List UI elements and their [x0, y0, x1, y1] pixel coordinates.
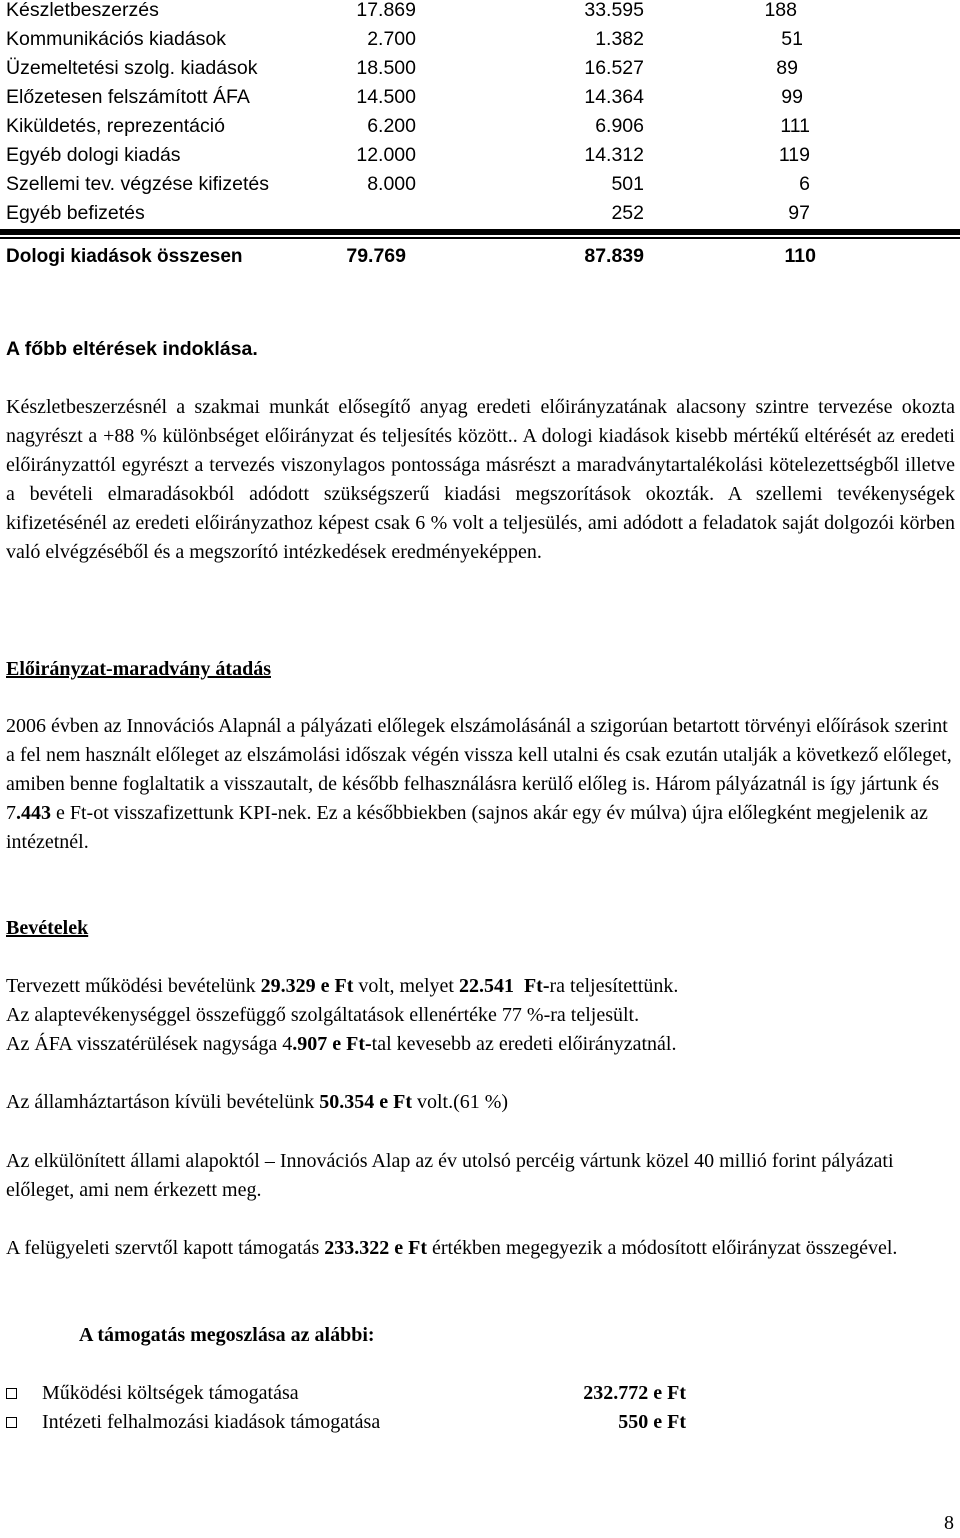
row-value-1: 14.500: [356, 86, 416, 108]
row-value-3: 6: [799, 173, 810, 195]
row-label: Szellemi tev. végzése kifizetés: [6, 173, 269, 195]
row-value-3: 111: [780, 115, 810, 137]
row-value-2: 14.364: [584, 86, 644, 108]
row-value-3: 119: [778, 144, 810, 166]
carryover-text-b: e Ft-ot visszafizettunk KPI-nek. Ez a későbbiekben (sajnos akár egy év múlva) újra előlegként megjelenik az intézetnél.: [6, 802, 928, 853]
carryover-amount: .443: [16, 802, 51, 824]
support-breakdown-heading: A támogatás megoszlása az alábbi:: [79, 1324, 375, 1346]
table-divider-thin: [0, 237, 960, 239]
row-value-3: 97: [788, 202, 810, 224]
row-value-2: 1.382: [595, 28, 644, 50]
row-value-1: 18.500: [356, 57, 416, 79]
revenue-line-planned: Tervezett működési bevételünk 29.329 e Ft volt, melyet 22.541 Ft-ra teljesítettünk.: [6, 975, 679, 997]
row-value-2: 33.595: [584, 0, 644, 21]
row-value-1: 6.200: [367, 115, 416, 137]
list-item: [6, 1379, 686, 1408]
row-value-2: 6.906: [595, 115, 644, 137]
carryover-paragraph: [6, 712, 955, 857]
revenue-paragraph-funds: Az elkülönített állami alapoktól – Innovációs Alap az év utolsó percéig vártunk közel 40 millió forint pályázati előleget, ami nem érkezett meg.: [6, 1150, 894, 1201]
row-value-3: 89: [776, 57, 798, 79]
page-number: 8: [944, 1512, 954, 1534]
bullet-label: Intézeti felhalmozási kiadások támogatása: [42, 1411, 381, 1433]
revenue-line-services: Az alaptevékenységgel összefüggő szolgáltatások ellenértéke 77 %-ra teljesült.: [6, 1004, 640, 1026]
row-value-3: 99: [781, 86, 803, 108]
revenue-line-vat: Az ÁFA visszatérülések nagysága 4.907 e Ft-tal kevesebb az eredeti előirányzatnál.: [6, 1033, 677, 1055]
row-value-2: 14.312: [584, 144, 644, 166]
row-label: Egyéb dologi kiadás: [6, 144, 181, 166]
row-label: Egyéb befizetés: [6, 202, 145, 224]
total-value-1: 79.769: [346, 245, 406, 267]
differences-paragraph: Készletbeszerzésnél a szakmai munkát elősegítő anyag eredeti előirányzatának alacsony szintre tervezése okozta nagyrészt a +88 % különbséget előirányzat és teljesítés között.. A dologi kiadások kisebb mértékű eltérését az eredeti előirányzattól egyrészt a tervezés viszonylagos pontossága másrészt a maradványtartalékolási kötelezettségből illetve a bevételi elmaradásokból adódott szükségszerű kiadási megszorítások okozták. A szellemi tevékenységek kifizetésénél az eredeti előirányzathoz képest csak 6 % volt a teljesülés, ami adódott a feladatok saját dolgozói körben való elvégzéséből és a megszorító intézkedések eredményeképpen.: [6, 396, 955, 563]
carryover-text-a: 2006 évben az Innovációs Alapnál a pályázati előlegek elszámolásánál a szigorúan betartott törvényi előírások szerint a fel nem használt előleget az elszámolási időszak végén vissza kell utalni és csak ezután utalják a következő előleget, amiben benne foglaltatik a visszautalt, de később felhasználásra kerülő előleg is. Három pályázatnál is így jártunk és 7: [6, 715, 952, 824]
table-divider-thick: [0, 229, 960, 235]
bullet-amount: 550 e Ft: [618, 1411, 686, 1433]
row-value-3: 188: [764, 0, 797, 21]
row-value-2: 252: [611, 202, 644, 224]
row-value-1: 8.000: [367, 173, 416, 195]
row-label: Kiküldetés, reprezentáció: [6, 115, 225, 137]
total-label: Dologi kiadások összesen: [6, 246, 243, 267]
checkbox-bullet-icon: [6, 1388, 17, 1399]
section-heading-carryover: Előirányzat-maradvány átadás: [6, 658, 271, 680]
checkbox-bullet-icon: [6, 1417, 17, 1428]
revenue-paragraph-support: A felügyeleti szervtől kapott támogatás 233.322 e Ft értékben megegyezik a módosított előirányzat összegével.: [6, 1237, 898, 1259]
row-label: Kommunikációs kiadások: [6, 28, 227, 50]
row-value-1: 2.700: [367, 28, 416, 50]
row-value-3: 51: [781, 28, 803, 50]
list-item: [6, 1408, 686, 1437]
bullet-amount: 232.772 e Ft: [583, 1382, 686, 1404]
section-heading-revenues: Bevételek: [6, 917, 89, 939]
total-value-2: 87.839: [584, 245, 644, 267]
row-label: Készletbeszerzés: [6, 0, 159, 21]
revenue-line-outside: Az államháztartáson kívüli bevételünk 50.354 e Ft volt.(61 %): [6, 1091, 509, 1113]
row-value-1: 17.869: [356, 0, 416, 21]
row-value-2: 16.527: [584, 57, 644, 79]
total-value-3: 110: [784, 245, 816, 267]
section-heading-differences: A főbb eltérések indoklása.: [6, 338, 258, 360]
row-label: Előzetesen felszámított ÁFA: [6, 86, 250, 108]
row-value-1: 12.000: [356, 144, 416, 166]
bullet-label: Működési költségek támogatása: [42, 1382, 299, 1404]
row-label: Üzemeltetési szolg. kiadások: [6, 57, 258, 79]
row-value-2: 501: [611, 173, 644, 195]
